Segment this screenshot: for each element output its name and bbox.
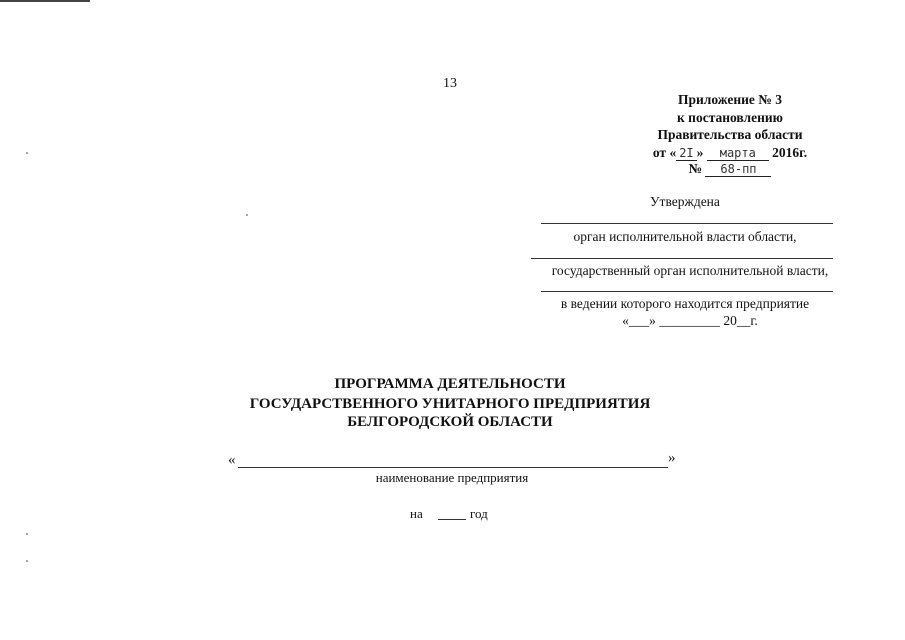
annex-date-prefix: от « (652, 145, 677, 160)
annex-resolution-ref: к постановлению (677, 110, 783, 125)
scan-speck (26, 152, 28, 154)
annex-date-line (610, 145, 850, 161)
approval-date-template: «___» _________ 20__г. (622, 313, 758, 328)
enterprise-name-line (238, 467, 668, 468)
enterprise-open-quote: « (228, 452, 236, 468)
annex-government: Правительства области (657, 127, 803, 142)
approval-heading: Утверждена (650, 194, 720, 209)
program-title-line3: БЕЛГОРОДСКОЙ ОБЛАСТИ (347, 414, 553, 430)
approval-state-body-line (531, 258, 833, 259)
annex-date-month: марта (707, 146, 769, 161)
approval-enterprise-line (541, 291, 833, 292)
scan-speck (26, 560, 28, 562)
annex-date-close: » (696, 145, 704, 160)
approval-caption-enterprise: в ведении которого находится предприятие (560, 296, 810, 311)
enterprise-caption: наименование предприятия (375, 470, 529, 485)
approval-caption-authority: орган исполнительной власти области, (573, 229, 797, 244)
annex-date-year: 2016г. (772, 145, 808, 160)
enterprise-close-quote: » (668, 450, 676, 466)
approval-caption-state-body: государственный орган исполнительной власти, (551, 263, 829, 278)
program-title-line2: ГОСУДАРСТВЕННОГО УНИТАРНОГО ПРЕДПРИЯТИЯ (249, 396, 651, 412)
scan-speck (246, 214, 248, 216)
program-title-line1: ПРОГРАММА ДЕЯТЕЛЬНОСТИ (334, 376, 566, 392)
annex-number-label: № (688, 161, 703, 176)
scan-speck (26, 533, 28, 535)
annex-date-day: 2I (676, 146, 696, 161)
annex-number-value: 68-пп (705, 162, 771, 177)
annex-number-line (610, 161, 850, 177)
approval-authority-line (541, 223, 833, 224)
year-prefix: на (410, 506, 423, 521)
year-blank-line (438, 519, 466, 520)
page-number: 13 (443, 76, 457, 91)
year-suffix: год (470, 506, 488, 521)
annex-title: Приложение № 3 (678, 92, 782, 107)
scan-edge-mark (0, 0, 90, 2)
